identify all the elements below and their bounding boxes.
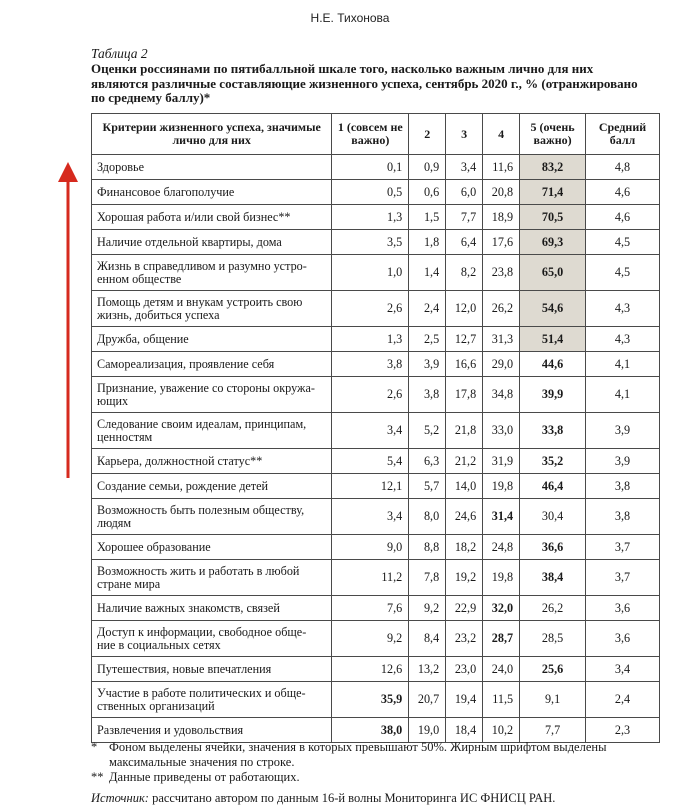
cell-score-2: 2,5	[409, 327, 446, 352]
row-criterion: Дружба, общение	[92, 327, 332, 352]
cell-score-4: 26,2	[483, 291, 520, 327]
header-criteria: Критерии жизненного успеха, значимые лично для них	[92, 114, 332, 155]
footnote-1-mark: *	[91, 740, 98, 754]
cell-score-5: 9,1	[520, 682, 586, 718]
cell-average: 3,8	[586, 499, 660, 535]
cell-average: 4,5	[586, 255, 660, 291]
cell-score-5: 70,5	[520, 205, 586, 230]
cell-score-2: 1,5	[409, 205, 446, 230]
cell-score-5: 7,7	[520, 718, 586, 743]
cell-score-1: 1,0	[332, 255, 409, 291]
cell-score-1: 0,1	[332, 155, 409, 180]
row-criterion: Развлечения и удовольствия	[92, 718, 332, 743]
table-caption: Оценки россиянами по пятибалльной шкале того, насколько важным лично для них являются различные составляющие жизненного успеха, сентябрь 2020 г., % (отранжировано по среднему баллу)*	[91, 61, 638, 105]
cell-average: 4,3	[586, 327, 660, 352]
cell-score-2: 6,3	[409, 449, 446, 474]
cell-score-4: 10,2	[483, 718, 520, 743]
row-criterion: Участие в работе политических и обще- ственных организаций	[92, 682, 332, 718]
cell-score-2: 3,9	[409, 352, 446, 377]
cell-average: 3,4	[586, 657, 660, 682]
table-row	[92, 560, 660, 596]
cell-average: 3,7	[586, 560, 660, 596]
table-row	[92, 205, 660, 230]
table-row	[92, 449, 660, 474]
cell-score-3: 21,2	[446, 449, 483, 474]
table-row	[92, 377, 660, 413]
cell-score-2: 5,7	[409, 474, 446, 499]
row-criterion: Возможность быть полезным обществу, людям	[92, 499, 332, 535]
cell-score-5: 71,4	[520, 180, 586, 205]
table-row	[92, 352, 660, 377]
cell-score-1: 2,6	[332, 291, 409, 327]
cell-average: 3,6	[586, 621, 660, 657]
row-criterion: Карьера, должностной статус**	[92, 449, 332, 474]
cell-score-4: 17,6	[483, 230, 520, 255]
cell-score-5: 38,4	[520, 560, 586, 596]
cell-average: 3,7	[586, 535, 660, 560]
cell-score-5: 28,5	[520, 621, 586, 657]
row-criterion: Возможность жить и работать в любой стране мира	[92, 560, 332, 596]
row-criterion: Здоровье	[92, 155, 332, 180]
cell-score-5: 83,2	[520, 155, 586, 180]
header-col-2: 2	[409, 114, 446, 155]
cell-score-2: 20,7	[409, 682, 446, 718]
cell-score-3: 12,0	[446, 291, 483, 327]
table-row	[92, 718, 660, 743]
header-col-1: 1 (совсем не важно)	[332, 114, 409, 155]
cell-score-1: 0,5	[332, 180, 409, 205]
cell-score-3: 19,4	[446, 682, 483, 718]
cell-score-2: 8,4	[409, 621, 446, 657]
footnote-1-text: Фоном выделены ячейки, значения в которых превышают 50%. Жирным шрифтом выделены максимальные значения по строке.	[109, 740, 607, 769]
cell-average: 3,9	[586, 449, 660, 474]
cell-average: 4,8	[586, 155, 660, 180]
table-row	[92, 155, 660, 180]
up-arrow-icon	[48, 160, 88, 480]
cell-average: 4,6	[586, 180, 660, 205]
cell-score-5: 33,8	[520, 413, 586, 449]
cell-score-4: 31,4	[483, 499, 520, 535]
footnote-2	[91, 770, 661, 785]
cell-score-5: 51,4	[520, 327, 586, 352]
cell-score-5: 54,6	[520, 291, 586, 327]
cell-score-4: 24,0	[483, 657, 520, 682]
cell-average: 2,4	[586, 682, 660, 718]
cell-score-5: 35,2	[520, 449, 586, 474]
cell-score-4: 11,6	[483, 155, 520, 180]
cell-score-2: 2,4	[409, 291, 446, 327]
cell-score-1: 9,0	[332, 535, 409, 560]
cell-score-1: 3,5	[332, 230, 409, 255]
cell-score-1: 38,0	[332, 718, 409, 743]
cell-score-1: 1,3	[332, 205, 409, 230]
cell-score-4: 34,8	[483, 377, 520, 413]
cell-score-4: 33,0	[483, 413, 520, 449]
cell-score-5: 39,9	[520, 377, 586, 413]
row-criterion: Признание, уважение со стороны окружа- ющих	[92, 377, 332, 413]
cell-score-3: 12,7	[446, 327, 483, 352]
table-row	[92, 474, 660, 499]
footnotes	[91, 740, 661, 806]
row-criterion: Жизнь в справедливом и разумно устро- енном обществе	[92, 255, 332, 291]
cell-score-3: 21,8	[446, 413, 483, 449]
success-criteria-table	[91, 113, 660, 743]
cell-score-2: 8,8	[409, 535, 446, 560]
cell-score-5: 46,4	[520, 474, 586, 499]
cell-average: 2,3	[586, 718, 660, 743]
cell-score-3: 8,2	[446, 255, 483, 291]
cell-score-2: 9,2	[409, 596, 446, 621]
cell-score-3: 17,8	[446, 377, 483, 413]
cell-score-3: 6,0	[446, 180, 483, 205]
table-row	[92, 682, 660, 718]
cell-score-4: 31,3	[483, 327, 520, 352]
header-col-5: 5 (очень важно)	[520, 114, 586, 155]
footnote-2-mark: **	[91, 770, 104, 784]
row-criterion: Следование своим идеалам, принципам, ценностям	[92, 413, 332, 449]
cell-score-5: 69,3	[520, 230, 586, 255]
cell-score-3: 14,0	[446, 474, 483, 499]
cell-score-3: 22,9	[446, 596, 483, 621]
cell-score-4: 18,9	[483, 205, 520, 230]
cell-score-1: 3,4	[332, 499, 409, 535]
table-row	[92, 596, 660, 621]
source-text: рассчитано автором по данным 16-й волны Мониторинга ИС ФНИСЦ РАН.	[152, 791, 556, 805]
cell-score-3: 6,4	[446, 230, 483, 255]
footnote-2-text: Данные приведены от работающих.	[109, 770, 300, 784]
cell-score-1: 9,2	[332, 621, 409, 657]
source-label: Источник:	[91, 791, 149, 805]
row-criterion: Хорошее образование	[92, 535, 332, 560]
cell-score-5: 25,6	[520, 657, 586, 682]
source-note	[91, 791, 661, 806]
table-row	[92, 621, 660, 657]
table-row	[92, 291, 660, 327]
row-criterion: Хорошая работа и/или свой бизнес**	[92, 205, 332, 230]
cell-score-4: 29,0	[483, 352, 520, 377]
table-row	[92, 180, 660, 205]
cell-score-5: 36,6	[520, 535, 586, 560]
row-criterion: Помощь детям и внукам устроить свою жизнь, добиться успеха	[92, 291, 332, 327]
table-body	[92, 155, 660, 743]
table-row	[92, 413, 660, 449]
cell-score-3: 3,4	[446, 155, 483, 180]
table-label: Таблица 2	[91, 46, 148, 61]
running-head: Н.Е. Тихонова	[310, 11, 390, 25]
table-row	[92, 657, 660, 682]
table-row	[92, 230, 660, 255]
table-row	[92, 499, 660, 535]
cell-average: 4,1	[586, 377, 660, 413]
row-criterion: Финансовое благополучие	[92, 180, 332, 205]
cell-score-4: 28,7	[483, 621, 520, 657]
cell-score-4: 31,9	[483, 449, 520, 474]
header-average: Средний балл	[586, 114, 660, 155]
cell-score-4: 11,5	[483, 682, 520, 718]
cell-score-2: 1,8	[409, 230, 446, 255]
cell-score-3: 23,2	[446, 621, 483, 657]
cell-score-1: 12,1	[332, 474, 409, 499]
cell-score-2: 5,2	[409, 413, 446, 449]
cell-score-2: 1,4	[409, 255, 446, 291]
cell-score-3: 16,6	[446, 352, 483, 377]
cell-score-1: 5,4	[332, 449, 409, 474]
cell-average: 3,6	[586, 596, 660, 621]
cell-score-4: 20,8	[483, 180, 520, 205]
row-criterion: Наличие важных знакомств, связей	[92, 596, 332, 621]
cell-score-4: 32,0	[483, 596, 520, 621]
cell-score-1: 7,6	[332, 596, 409, 621]
cell-average: 4,6	[586, 205, 660, 230]
cell-score-4: 23,8	[483, 255, 520, 291]
cell-score-2: 0,6	[409, 180, 446, 205]
cell-average: 4,1	[586, 352, 660, 377]
cell-score-1: 2,6	[332, 377, 409, 413]
footnote-1	[91, 740, 661, 770]
cell-score-3: 24,6	[446, 499, 483, 535]
cell-score-1: 35,9	[332, 682, 409, 718]
cell-score-3: 23,0	[446, 657, 483, 682]
header-col-4: 4	[483, 114, 520, 155]
row-criterion: Путешествия, новые впечатления	[92, 657, 332, 682]
cell-score-1: 12,6	[332, 657, 409, 682]
cell-score-3: 18,4	[446, 718, 483, 743]
table-row	[92, 535, 660, 560]
cell-score-5: 30,4	[520, 499, 586, 535]
cell-score-3: 7,7	[446, 205, 483, 230]
cell-score-5: 26,2	[520, 596, 586, 621]
row-criterion: Наличие отдельной квартиры, дома	[92, 230, 332, 255]
cell-average: 4,5	[586, 230, 660, 255]
cell-score-2: 7,8	[409, 560, 446, 596]
cell-average: 4,3	[586, 291, 660, 327]
cell-score-3: 19,2	[446, 560, 483, 596]
cell-score-2: 8,0	[409, 499, 446, 535]
cell-score-1: 11,2	[332, 560, 409, 596]
cell-score-1: 3,8	[332, 352, 409, 377]
cell-score-2: 0,9	[409, 155, 446, 180]
cell-score-2: 13,2	[409, 657, 446, 682]
cell-score-4: 19,8	[483, 560, 520, 596]
cell-score-2: 19,0	[409, 718, 446, 743]
cell-score-2: 3,8	[409, 377, 446, 413]
header-col-3: 3	[446, 114, 483, 155]
table-row	[92, 327, 660, 352]
cell-average: 3,8	[586, 474, 660, 499]
cell-score-5: 44,6	[520, 352, 586, 377]
cell-score-3: 18,2	[446, 535, 483, 560]
cell-score-5: 65,0	[520, 255, 586, 291]
row-criterion: Доступ к информации, свободное обще- ние в социальных сетях	[92, 621, 332, 657]
row-criterion: Создание семьи, рождение детей	[92, 474, 332, 499]
cell-score-1: 1,3	[332, 327, 409, 352]
table-row	[92, 255, 660, 291]
cell-score-1: 3,4	[332, 413, 409, 449]
row-criterion: Самореализация, проявление себя	[92, 352, 332, 377]
table-header-row	[92, 114, 660, 155]
cell-score-4: 19,8	[483, 474, 520, 499]
cell-average: 3,9	[586, 413, 660, 449]
cell-score-4: 24,8	[483, 535, 520, 560]
